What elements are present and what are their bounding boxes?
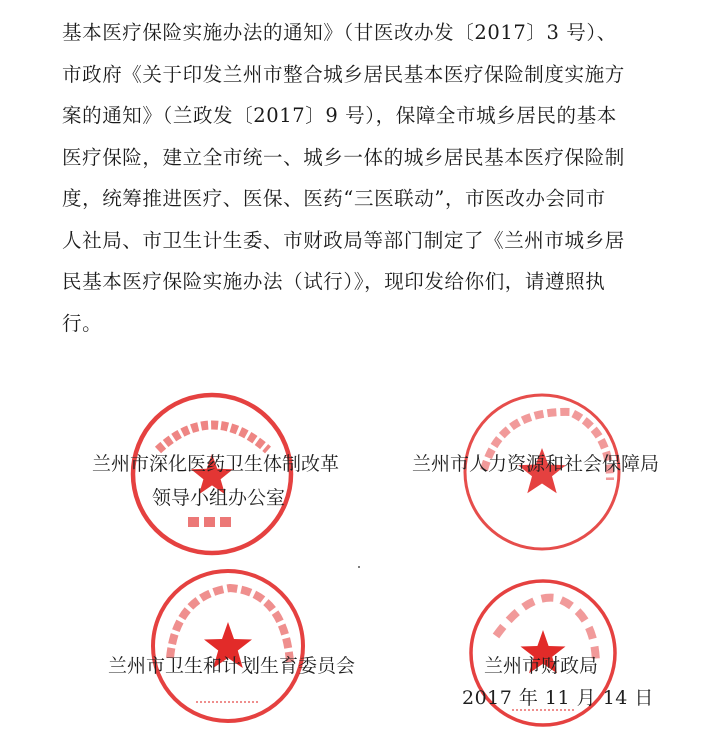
paragraph-line: 度，统筹推进医疗、医保、医药“三医联动”，市医改办会同市 <box>62 187 606 210</box>
reform-office-line-2: 领导小组办公室 <box>152 487 286 509</box>
paragraph-line: 医疗保险，建立全市统一、城乡一体的城乡居民基本医疗保险制 <box>62 145 625 169</box>
speck <box>358 566 360 568</box>
reform-office-line-1: 兰州市深化医药卫生体制改革 <box>92 453 340 475</box>
paragraph-line: 行。 <box>62 311 103 335</box>
paragraph-line: 基本医疗保险实施办法的通知》（甘医改办发〔2017〕3 号）、 <box>62 21 617 44</box>
reform-office-name <box>92 451 339 512</box>
seal-graphic <box>148 566 308 726</box>
paragraph-line: 案的通知》（兰政发〔2017〕9 号），保障全市城乡居民的基本 <box>62 104 617 127</box>
paragraph-line: 民基本医疗保险实施办法（试行）》，现印发给你们，请遵照执 <box>62 270 606 293</box>
finance-bureau-name: 兰州市财政局 <box>484 655 599 677</box>
paragraph-line: 人社局、市卫生计生委、市财政局等部门制定了《兰州市城乡居 <box>62 228 625 252</box>
health-commission-seal <box>148 566 308 726</box>
hr-bureau-name: 兰州市人力资源和社会保障局 <box>412 453 660 475</box>
body-paragraph <box>62 12 662 344</box>
paragraph-line: 市政府《关于印发兰州市整合城乡居民基本医疗保险制度实施方 <box>62 62 625 86</box>
health-commission-name: 兰州市卫生和计划生育委员会 <box>108 655 356 677</box>
issue-date: 2017 年 11 月 14 日 <box>462 687 654 709</box>
